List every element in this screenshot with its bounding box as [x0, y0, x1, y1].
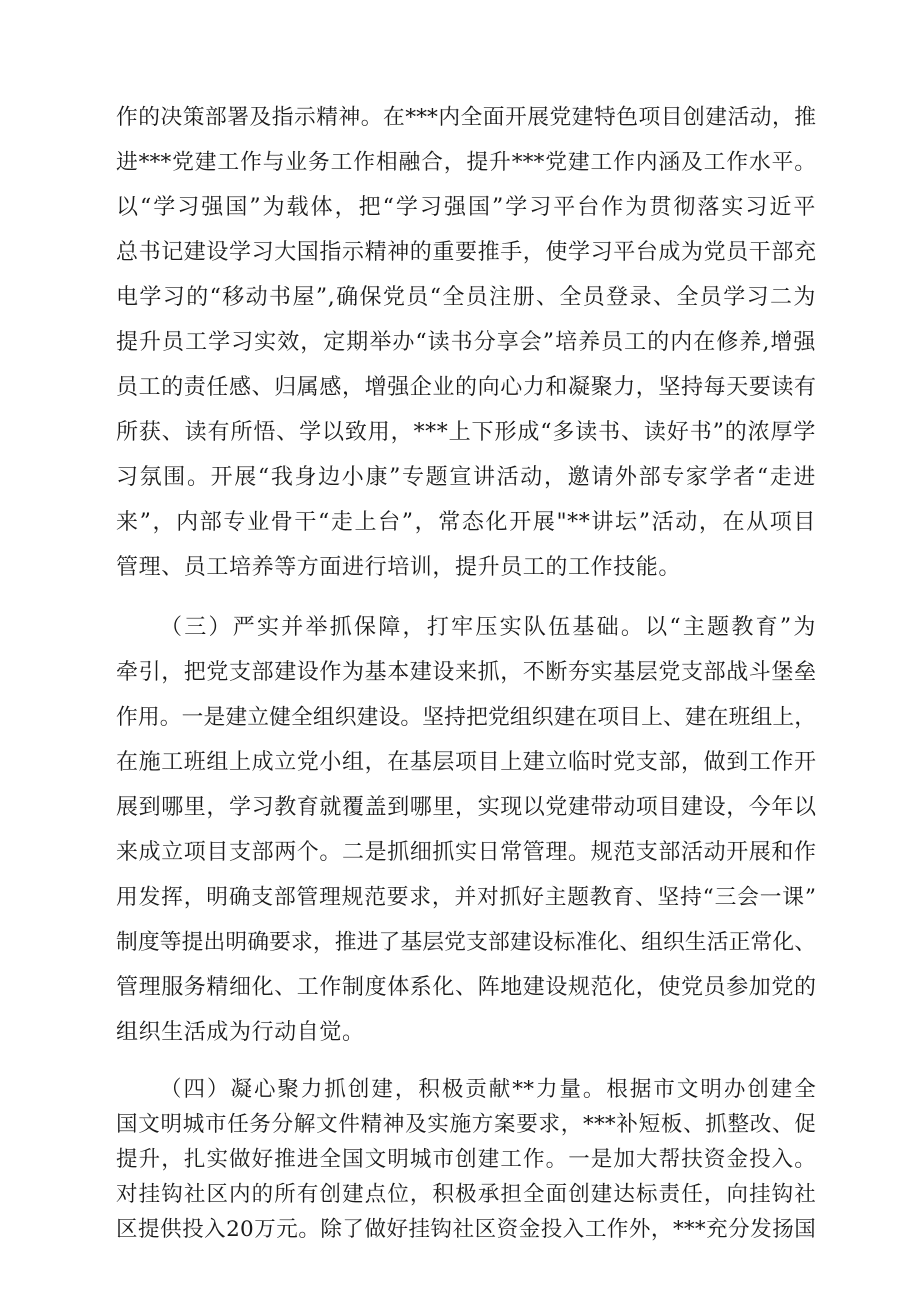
text-line: 来成立项目支部两个。二是抓细抓实日常管理。规范支部活动开展和作 [116, 840, 817, 865]
text-line: 所获、读有所悟、学以致用，***上下形成“多读书、读好书”的浓厚学 [116, 420, 816, 445]
text-line: 进***党建工作与业务工作相融合，提升***党建工作内涵及工作水平。 [116, 150, 816, 175]
text-line: 展到哪里，学习教育就覆盖到哪里，实现以党建带动项目建设，今年以 [116, 795, 817, 820]
section-heading-line: （四）凝心聚力抓创建，积极贡献**力量。根据市文明办创建全 [160, 1077, 816, 1102]
text-line: 作的决策部署及指示精神。在***内全面开展党建特色项目创建活动，推 [116, 105, 816, 130]
text-line: 总书记建设学习大国指示精神的重要推手，使学习平台成为党员干部充 [116, 240, 817, 265]
text-line: 组织生活成为行动自觉。 [116, 1020, 365, 1045]
text-line: 提升，扎实做好推进全国文明城市创建工作。一是加大帮扶资金投入。 [116, 1147, 816, 1172]
text-line: 提升员工学习实效，定期举办“读书分享会”培养员工的内在修养,增强 [116, 330, 816, 355]
text-line: 电学习的“移动书屋”,确保党员“全员注册、全员登录、全员学习二为 [116, 285, 816, 310]
text-line: 牵引，把党支部建设作为基本建设来抓，不断夯实基层党支部战斗堡垒 [116, 660, 817, 685]
section-heading-line: （三）严实并举抓保障，打牢压实队伍基础。以“主题教育”为 [160, 615, 816, 640]
text-line: 制度等提出明确要求，推进了基层党支部建设标准化、组织生活正常化、 [116, 930, 816, 955]
text-line: 用发挥，明确支部管理规范要求，并对抓好主题教育、坚持“三会一课” [116, 885, 816, 910]
text-line: 管理、员工培养等方面进行培训，提升员工的工作技能。 [116, 555, 682, 580]
text-line: 在施工班组上成立党小组，在基层项目上建立临时党支部，做到工作开 [116, 750, 817, 775]
text-line: 作用。一是建立健全组织建设。坚持把党组织建在项目上、建在班组上， [116, 705, 816, 730]
text-line: 习氛围。开展“我身边小康”专题宣讲活动，邀请外部专家学者“走进 [116, 465, 816, 490]
text-line: 国文明城市任务分解文件精神及实施方案要求，***补短板、抓整改、促 [116, 1112, 816, 1137]
text-line: 对挂钩社区内的所有创建点位，积极承担全面创建达标责任，向挂钩社 [116, 1182, 816, 1207]
text-line: 来”，内部专业骨干“走上台”，常态化开展"**讲坛”活动，在从项目 [116, 510, 816, 535]
text-line: 管理服务精细化、工作制度体系化、阵地建设规范化，使党员参加党的 [116, 975, 817, 1000]
text-line: 以“学习强国”为载体，把“学习强国”学习平台作为贯彻落实习近平 [116, 195, 816, 220]
text-line: 区提供投入20万元。除了做好挂钩社区资金投入工作外，***充分发扬国 [116, 1217, 816, 1242]
text-line: 员工的责任感、归属感，增强企业的向心力和凝聚力，坚持每天要读有 [116, 375, 817, 400]
